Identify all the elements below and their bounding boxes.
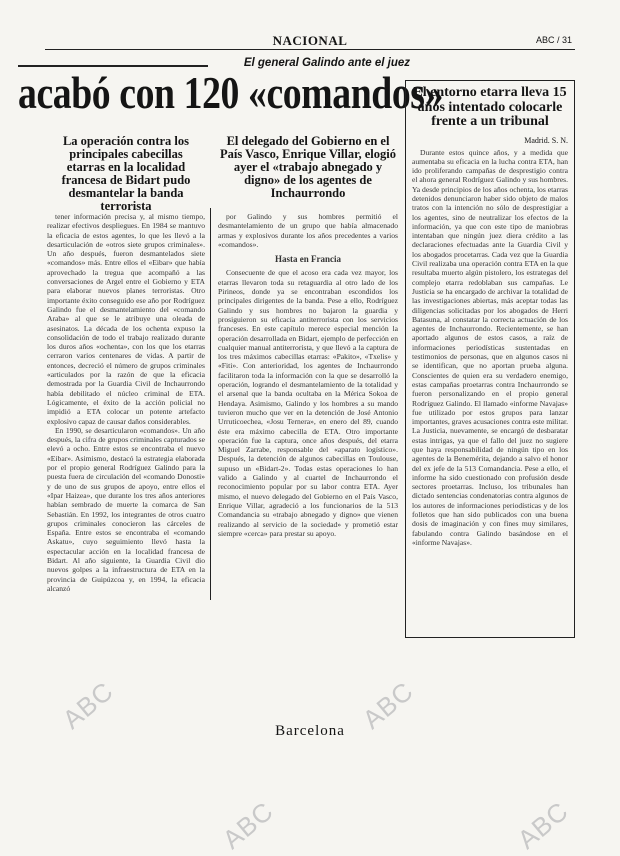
column-2-paragraph-1: por Galindo y sus hombres permitió el desmantelamiento de un grupo que había almacenado armas y explosivos durante los años precedentes a varios «comandos».: [218, 212, 398, 249]
header-rule: [45, 49, 575, 50]
location-footer: Barcelona: [275, 723, 345, 739]
page-reference: ABC / 31: [535, 35, 572, 45]
column-2-subhead: Hasta en Francia: [275, 254, 341, 265]
middle-deck: El delegado del Gobierno en el País Vasco, Enrique Villar, elogió ayer el «trabajo abnegado y digno» de los agentes de Inchaurrondo: [220, 134, 396, 200]
sidebar-paragraph: Durante estos quince años, y a medida que aumentaba su eficacia en la lucha contra ETA, han ido proliferando campañas de desprestigio contra el ahora general Rodríguez Galindo y sus hombres. Ya desde principios de los años ochenta, los etarras detenidos denunciaron haber sido objeto de malos tratos con la intención no sólo de desprestigiar a los agentes, sino de neutralizar los efectos de la información, ya que con este tipo de maniobras intentaban que ningún juez diera crédito a las declaraciones efectuadas ante la Guardia Civil y los abogados procetarras. Cada vez que la Guardia Civil realizaba una operación contra ETA en la que resultaba muerto algún pistolero, los estrategas del complejo etarra redoblaban sus campañas. Le Justicia se ha encargado de archivar la totalidad de las investigaciones abiertas, más aceptar todas las diligencias solicitadas por los abogados de Herri Batasuna, al constatar la correcta actuación de los agentes de Inchaurrondo. Recientemente, se han aportado algunos de estos casos, a raíz de informaciones periodísticas sustentadas en testimonios de personas, que en algunos casos ni se identifican, que no aportan prueba alguna. Conscientes de quien era su verdadero enemigo, estas campañas proetarras contra Inchaurrondo se fueron personalizando en el propio general Rodríguez Galindo. El llamado «informe Navajas» fue utilizado por estos grupos para lanzar importantes, graves acusaciones contra este militar. La Justicia, nuevamente, se encargó de desbaratar estas intrigas, ya que el fallo del juez no sugiere que haya responsabilidad de ningún tipo en los agentes de la Benemérita, dejando a salvo el honor del ex jefe de la 513 Comandancia. Pese a ello, el informe ha sido cuestionado con profusión desde sectores proetarras. Incluso, los tribunales han dictado sentencias condenatorias contra algunos de los autores de informaciones periodísticas y de los folletos que han sido publicados con una buena dosis de imaginación y con fines muy similares, fabulando contra Galindo basándose en el «informe Navajas».: [412, 147, 568, 547]
column-1: [47, 212, 205, 612]
watermark-4: ABC: [511, 795, 575, 855]
headline-kicker: El general Galindo ante el juez: [243, 57, 410, 69]
sidebar-box: [405, 80, 575, 638]
watermark-1: ABC: [56, 675, 120, 735]
watermark-2: ABC: [356, 675, 420, 735]
left-deck: La operación contra los principales cabecillas etarras en la localidad francesa de Bidart pudo desmantelar la banda terrorista: [61, 134, 191, 213]
column-2: [218, 212, 398, 622]
column-rule-1: [210, 208, 211, 600]
section-title: NACIONAL: [272, 33, 348, 48]
watermark-3: ABC: [216, 795, 280, 855]
sidebar-title: El entorno etarra lleva 15 años intentado colocarle frente a un tribunal: [413, 85, 567, 129]
sidebar-body: [412, 148, 568, 618]
column-2-paragraph-2: Consecuente de que el acoso era cada vez mayor, los etarras llevaron toda su retaguardia al otro lado de los Pirineos, donde ya se encontraban escondidos los principales dirigentes de la banda. Pese a ello, Rodríguez Galindo y sus hombres no bajaron la guardia y prosiguieron su eficacia antiterrorista con los servicios franceses. En este capítulo merece especial mención la operación desarrollada en Bidart, ejemplo de perfección en cualquier manual antiterrorista, y que llevó a la captura de los tres máximos cabecillas etarras: «Pakito», «Txelis» y «Fiti». Con anterioridad, los agentes de Inchaurrondo facilitaron toda la información con la que se desarrolló la operación, logrando el desmantelamiento de la totalidad y el arsenal que la banda ocultaba en la Mérica Sokoa de Hendaya. Asimismo, Galindo y los hombres a su mando tuvieron mucho que ver en la detención de José Antonio Urruticoechea, «Josu Ternera», en enero del 89, cuando éste era máximo cabecilla de ETA. Otro importante operación fue la captura, once años después, del etarra Miguel Zarrabe, responsable del «aparato logístico». Después, la detención de algunos cabecillas en Toulouse, supuso un «Bidart-2». Todas estas operaciones lo han valido a Galindo y al cuartel de Inchaurrondo el reconocimiento popular por su labor contra ETA. Ayer mismo, el nuevo delegado del Gobierno en el País Vasco, Enrique Villar, agradeció a los funcionarios de la 513 Comandancia su «trabajo abnegado y digno» que vienen realizando al servicio de la sociedad» y prometió estar siempre «cerca» para prestar su apoyo.: [218, 268, 398, 538]
main-headline: acabó con 120 «comandos»: [18, 67, 444, 118]
column-1-paragraph-2: En 1990, se desarticularon «comandos». Un año después, la cifra de grupos criminales capturados se elevó a ocho. Entre estos se encontraba el nuevo «Eibar». Asimismo, destacó la estrategia elaborada por el propio general Rodríguez Galindo para la puesta fuera de circulación del «comando Donosti» y de uno de sus grupos de apoyo, entre ellos el «Ipar Haizea», que durante los tres años anteriores habían sembrado de muerte la comarca de San Sebastián. En 1992, los integrantes de otros cuatro grupos criminales conocieron las cárceles de España. Entre estos se encontraba el «comando Askatu», cuyo seguimiento llevó hasta la espectacular acción en la localidad francesa de Bidart. Al año siguiente, la Guardia Civil dio nuevos golpes a la infraestructura de ETA en la provincia de Guipúzcoa y, en 1994, la eficacia alcanzó: [47, 425, 205, 593]
column-1-paragraph-1: tener información precisa y, al mismo tiempo, realizar efectivos despliegues. En 1984 se mantuvo la eficacia de estos agentes, lo que les llevó a la desarticulación de «otros siete grupos criminales». Un año después, fueron desmantelados siete «comandos» más. Entre ellos el «Eibar» que había aprovechado la tregua que acompañó a las conversaciones de Argel entre el Gobierno y ETA para elaborar nuevos planes terroristas. Otro importante éxito conseguido ese año por Rodríguez Galindo fue el desmantelamiento del «comando Araba» al que se le atribuye una oleada de asesinatos. La década de los ochenta expuso la consolidación de todo el trabajo realizado durante los duros años «ochenta», con los que los etarras cerraron varios centenares de vidas. A partir de entonces, decreció el número de grupos criminales «articulados por la razón de que la eficacia demostrada por la Guardia Civil de Inchaurrondo había debilitado el núcleo criminal de ETA. Lógicamente, el éxito de la acción policial no impidió a ETA colocar un potente artefacto explosivo capaz de causar daños considerables.: [47, 212, 205, 426]
sidebar-byline: Madrid. S. N.: [524, 135, 568, 145]
